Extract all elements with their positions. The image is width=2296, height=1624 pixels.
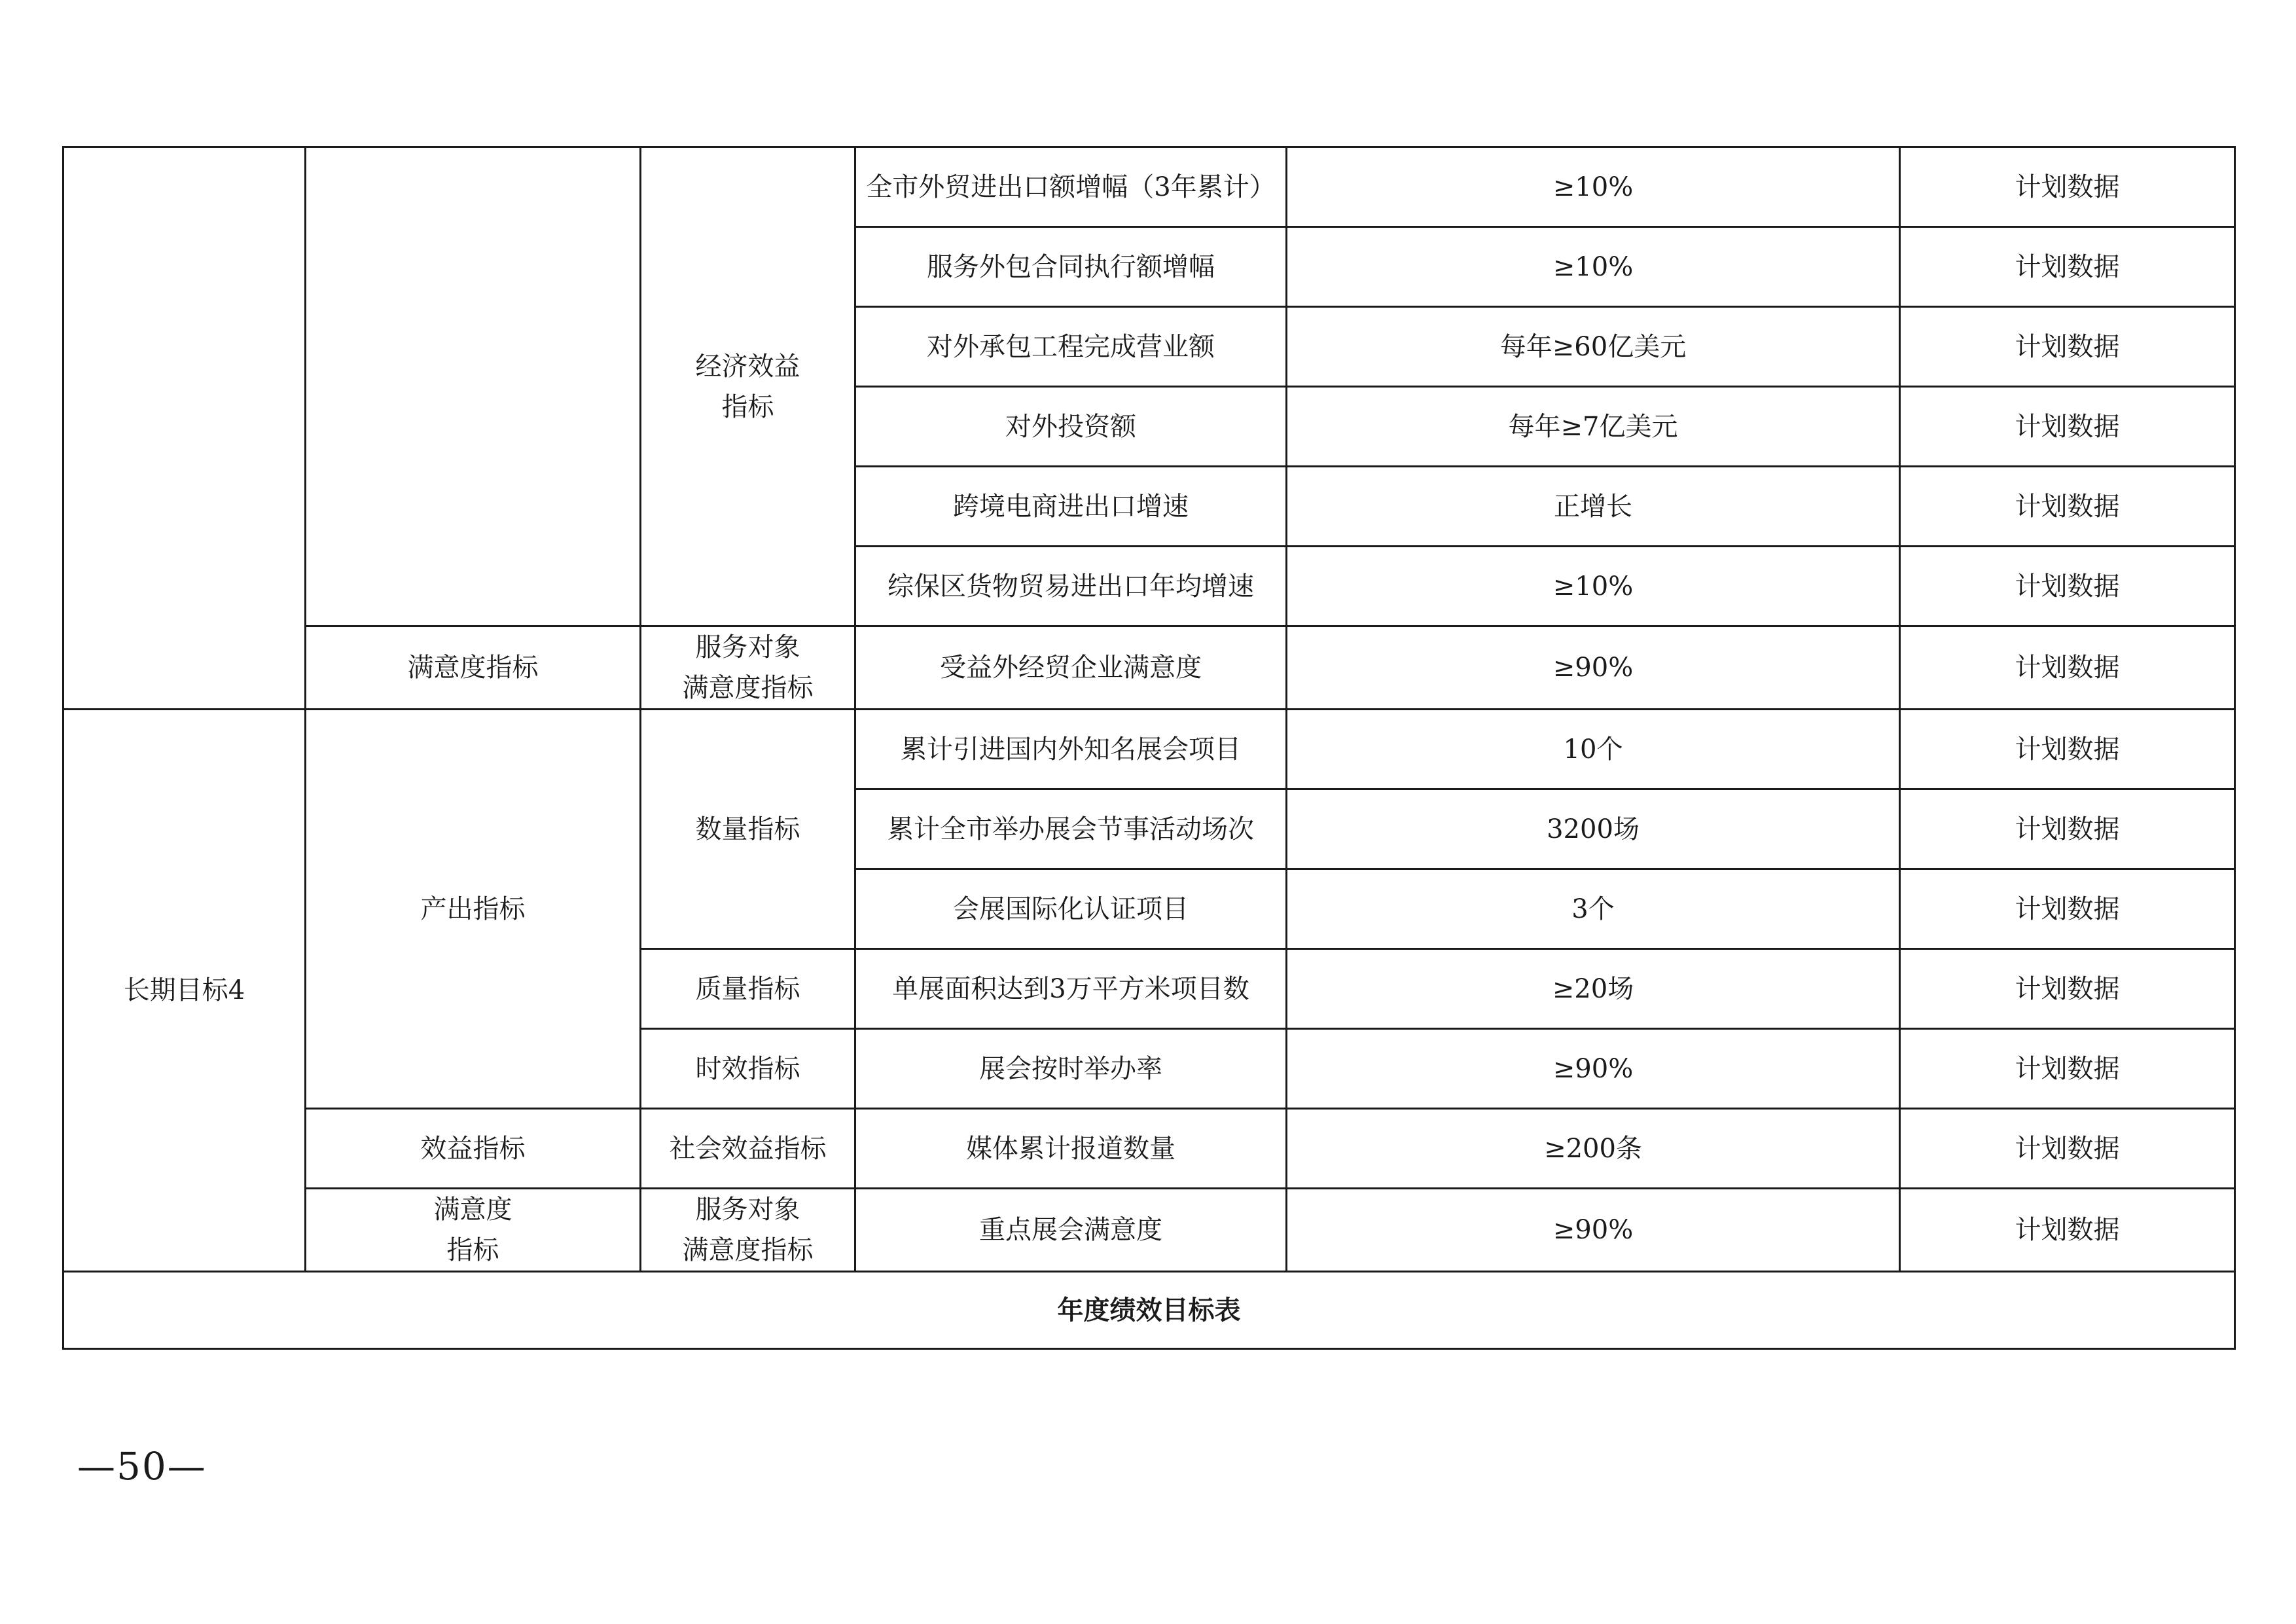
indicator-name: 累计全市举办展会节事活动场次	[855, 789, 1287, 869]
data-source: 计划数据	[1900, 626, 2235, 710]
indicator-value: ≥10%	[1287, 147, 1900, 227]
data-source: 计划数据	[1900, 467, 2235, 547]
table-row	[63, 626, 2235, 710]
indicator-value: 10个	[1287, 710, 1900, 789]
annual-target-table-title: 年度绩效目标表	[63, 1272, 2235, 1349]
indicator-value: ≥90%	[1287, 626, 1900, 710]
social-benefit-indicator-label: 社会效益指标	[641, 1109, 855, 1189]
timeliness-indicator-label: 时效指标	[641, 1029, 855, 1109]
indicator-value: ≥200条	[1287, 1109, 1900, 1189]
table-row	[63, 1109, 2235, 1189]
data-source: 计划数据	[1900, 710, 2235, 789]
level1-cell-empty	[306, 147, 641, 626]
table-row	[63, 1189, 2235, 1272]
data-source: 计划数据	[1900, 1029, 2235, 1109]
indicator-name: 重点展会满意度	[855, 1189, 1287, 1272]
service-object-satisfaction-label: 服务对象 满意度指标	[641, 626, 855, 710]
satisfaction-indicator-label: 满意度指标	[306, 626, 641, 710]
indicator-value: ≥20场	[1287, 949, 1900, 1029]
data-source: 计划数据	[1900, 227, 2235, 307]
satisfaction-indicator-label: 满意度 指标	[306, 1189, 641, 1272]
data-source: 计划数据	[1900, 307, 2235, 387]
indicator-name: 全市外贸进出口额增幅（3年累计）	[855, 147, 1287, 227]
indicator-value: 正增长	[1287, 467, 1900, 547]
indicator-name: 综保区货物贸易进出口年均增速	[855, 547, 1287, 626]
indicator-name: 媒体累计报道数量	[855, 1109, 1287, 1189]
table-row	[63, 147, 2235, 227]
indicator-value: ≥90%	[1287, 1189, 1900, 1272]
indicator-name: 受益外经贸企业满意度	[855, 626, 1287, 710]
indicator-name: 累计引进国内外知名展会项目	[855, 710, 1287, 789]
data-source: 计划数据	[1900, 387, 2235, 467]
table-footer-row	[63, 1272, 2235, 1349]
indicator-value: ≥90%	[1287, 1029, 1900, 1109]
indicator-name: 会展国际化认证项目	[855, 869, 1287, 949]
indicator-name: 服务外包合同执行额增幅	[855, 227, 1287, 307]
data-source: 计划数据	[1900, 547, 2235, 626]
output-indicator-label: 产出指标	[306, 710, 641, 1109]
table-row	[63, 710, 2235, 789]
indicator-value: 3个	[1287, 869, 1900, 949]
indicator-name: 跨境电商进出口增速	[855, 467, 1287, 547]
performance-target-table	[62, 146, 2236, 1350]
indicator-name: 对外投资额	[855, 387, 1287, 467]
benefit-indicator-label: 效益指标	[306, 1109, 641, 1189]
indicator-name: 对外承包工程完成营业额	[855, 307, 1287, 387]
indicator-value: 每年≥60亿美元	[1287, 307, 1900, 387]
indicator-value: ≥10%	[1287, 547, 1900, 626]
economic-benefit-indicator-label: 经济效益 指标	[641, 147, 855, 626]
data-source: 计划数据	[1900, 789, 2235, 869]
indicator-name: 单展面积达到3万平方米项目数	[855, 949, 1287, 1029]
indicator-value: 每年≥7亿美元	[1287, 387, 1900, 467]
goal-cell-empty	[63, 147, 306, 710]
data-source: 计划数据	[1900, 949, 2235, 1029]
indicator-name: 展会按时举办率	[855, 1029, 1287, 1109]
quality-indicator-label: 质量指标	[641, 949, 855, 1029]
data-source: 计划数据	[1900, 147, 2235, 227]
indicator-value: 3200场	[1287, 789, 1900, 869]
long-term-goal-label: 长期目标4	[63, 710, 306, 1272]
data-source: 计划数据	[1900, 1189, 2235, 1272]
quantity-indicator-label: 数量指标	[641, 710, 855, 949]
data-source: 计划数据	[1900, 1109, 2235, 1189]
data-source: 计划数据	[1900, 869, 2235, 949]
service-object-satisfaction-label: 服务对象 满意度指标	[641, 1189, 855, 1272]
page-number: —50—	[77, 1444, 207, 1489]
indicator-value: ≥10%	[1287, 227, 1900, 307]
